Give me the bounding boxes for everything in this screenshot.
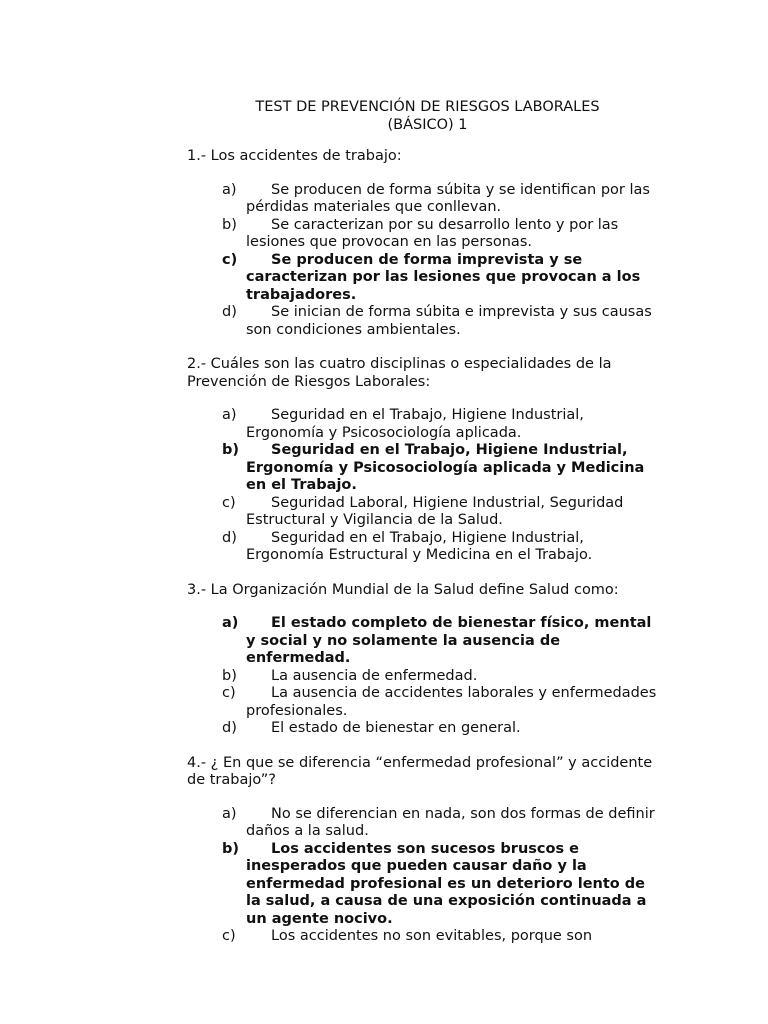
answer-option (187, 685, 662, 720)
title-line-1: TEST DE PREVENCIÓN DE RIESGOS LABORALES (255, 99, 600, 115)
document-page (187, 99, 662, 946)
option-text: Los accidentes son sucesos bruscos e inesperados que pueden causar daño y la enfermedad profesional es un deterioro lento de la salud, a causa de una exposición continuada a un agente nocivo. (246, 840, 647, 927)
question-list (187, 148, 662, 946)
question-1 (187, 148, 662, 339)
answer-option (187, 495, 662, 530)
option-letter: a) (222, 407, 237, 423)
option-letter: d) (222, 720, 237, 736)
question-text: 2.- Cuáles son las cuatro disciplinas o especialidades de la Prevención de Riesgos Laborales: (187, 356, 612, 390)
option-text: Se producen de forma súbita y se identifican por las pérdidas materiales que conllevan. (246, 181, 650, 215)
option-text: Seguridad Laboral, Higiene Industrial, Seguridad Estructural y Vigilancia de la Salud. (246, 494, 624, 528)
option-letter: b) (222, 667, 237, 684)
option-text: Se producen de forma imprevista y se caracterizan por las lesiones que provocan a los trabajadores. (246, 251, 641, 303)
question-3 (187, 582, 662, 738)
option-letter: d) (222, 304, 237, 320)
title-line-2: (BÁSICO) 1 (387, 116, 468, 133)
option-letter: c) (222, 685, 236, 701)
question-text: 4.- ¿ En que se diferencia “enfermedad profesional” y accidente de trabajo”? (187, 754, 653, 788)
option-letter: d) (222, 529, 237, 546)
option-letter: b) (222, 840, 240, 857)
answer-option (187, 304, 662, 339)
option-text: La ausencia de accidentes laborales y enfermedades profesionales. (246, 685, 657, 719)
answer-options (187, 407, 662, 565)
option-text: Seguridad en el Trabajo, Higiene Industrial, Ergonomía Estructural y Medicina en el Trabajo. (246, 529, 593, 563)
answer-option (187, 841, 662, 929)
question-2 (187, 356, 662, 565)
option-letter: a) (222, 805, 237, 822)
question-text: 3.- La Organización Mundial de la Salud define Salud como: (187, 581, 619, 598)
answer-option (187, 252, 662, 305)
option-letter: b) (222, 442, 240, 458)
answer-option (187, 928, 662, 946)
option-letter: b) (222, 216, 237, 233)
answer-option (187, 217, 662, 252)
document-title (187, 99, 662, 134)
option-text: Se inician de forma súbita e imprevista y sus causas son condiciones ambientales. (246, 304, 652, 338)
option-letter: c) (222, 494, 236, 511)
answer-option (187, 720, 662, 738)
answer-option (187, 668, 662, 686)
question-text: 1.- Los accidentes de trabajo: (187, 148, 402, 164)
option-letter: a) (222, 181, 237, 198)
option-letter: c) (222, 928, 236, 944)
option-text: El estado completo de bienestar físico, mental y social y no solamente la ausencia de enfermedad. (246, 615, 652, 666)
option-text: El estado de bienestar en general. (271, 720, 521, 736)
answer-option (187, 182, 662, 217)
option-text: No se diferencian en nada, son dos formas de definir daños a la salud. (246, 805, 655, 839)
answer-option (187, 442, 662, 495)
option-text: Seguridad en el Trabajo, Higiene Industrial, Ergonomía y Psicosociología aplicada. (246, 407, 584, 441)
answer-option (187, 615, 662, 668)
answer-options (187, 615, 662, 738)
answer-option (187, 530, 662, 565)
option-text: La ausencia de enfermedad. (271, 667, 478, 684)
question-4 (187, 755, 662, 946)
answer-options (187, 806, 662, 946)
option-letter: c) (222, 251, 238, 268)
option-letter: a) (222, 615, 239, 631)
answer-options (187, 182, 662, 340)
option-text: Los accidentes no son evitables, porque son (271, 928, 593, 944)
answer-option (187, 806, 662, 841)
answer-option (187, 407, 662, 442)
option-text: Seguridad en el Trabajo, Higiene Industrial, Ergonomía y Psicosociología aplicada y Medicina en el Trabajo. (246, 442, 645, 493)
option-text: Se caracterizan por su desarrollo lento y por las lesiones que provocan en las personas. (246, 216, 619, 250)
